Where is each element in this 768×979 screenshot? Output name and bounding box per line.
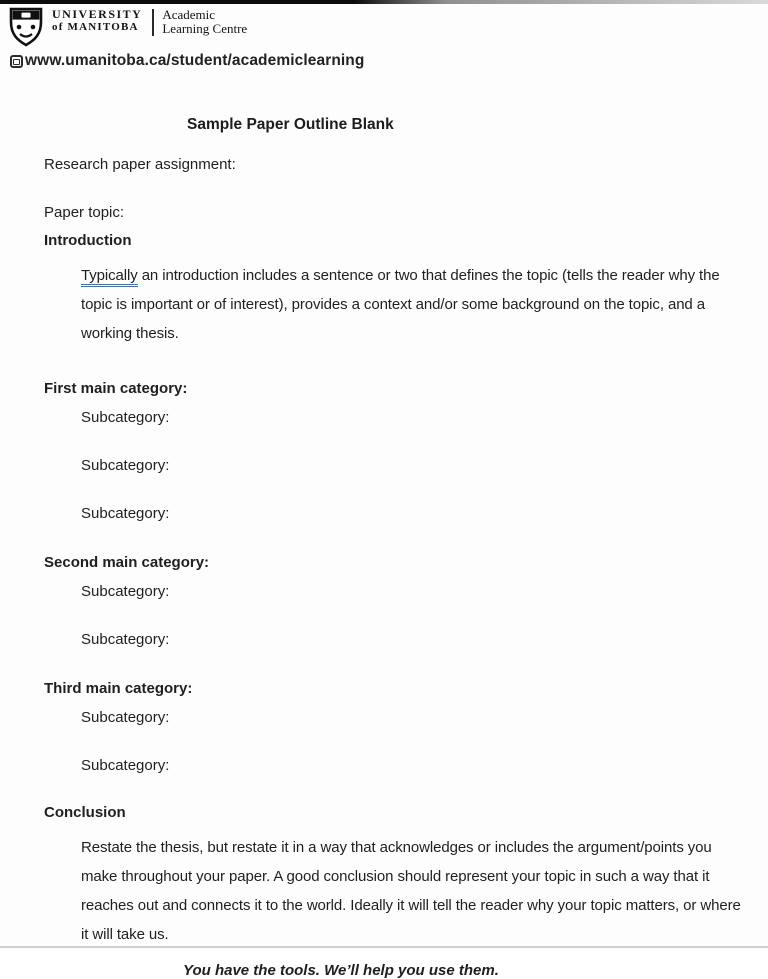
letterhead (0, 4, 768, 44)
university-wordmark-line2: of MANITOBA (52, 21, 139, 33)
subcategory-label: Subcategory: (81, 457, 170, 474)
subcategory-label: Subcategory: (81, 709, 170, 726)
subcategory-label: Subcategory: (81, 409, 170, 426)
footer-tagline: You have the tools. We’ll help you use them. (183, 962, 499, 979)
subcategory-label: Subcategory: (81, 505, 170, 522)
letterhead-divider (152, 9, 154, 36)
university-crest-logo-icon (8, 7, 44, 52)
conclusion-paragraph: Restate the thesis, but restate it in a way that acknowledges or includes the argument/points you make throughout your paper. A good conclusion should represent your topic in such a way that it reaches out and connects it to the world. Ideally it will tell the reader why your topic matters, or where it will take us. (81, 839, 741, 943)
subcategory-label: Subcategory: (81, 583, 170, 600)
department-name-line2: Learning Centre (162, 21, 248, 36)
introduction-body-text: an introduction includes a sentence or two that defines the topic (tells the reader why the topic is important or of interest), provides a context and/or some background on the topic, and a working thesis. (81, 267, 720, 342)
introduction-heading: Introduction (44, 232, 132, 249)
page-title: Sample Paper Outline Blank (187, 116, 394, 133)
third-main-category-heading: Third main category: (44, 680, 193, 697)
globe-icon (10, 55, 23, 68)
university-wordmark-line1: UNIVERSITY (52, 7, 143, 21)
introduction-paragraph (81, 261, 748, 348)
subcategory-label: Subcategory: (81, 631, 170, 648)
website-url-row (10, 52, 768, 70)
website-url[interactable]: www.umanitoba.ca/student/academiclearning (25, 52, 365, 69)
subcategory-label: Subcategory: (81, 757, 170, 774)
department-name (162, 8, 247, 36)
university-wordmark (52, 8, 142, 34)
second-main-category-heading: Second main category: (44, 554, 210, 571)
research-assignment-label: Research paper assignment: (44, 156, 236, 173)
first-main-category-heading: First main category: (44, 380, 188, 397)
paper-topic-label: Paper topic: (44, 204, 125, 221)
department-name-line1: Academic (162, 7, 216, 22)
conclusion-heading: Conclusion (44, 804, 126, 821)
introduction-lead-word: Typically (81, 267, 138, 287)
